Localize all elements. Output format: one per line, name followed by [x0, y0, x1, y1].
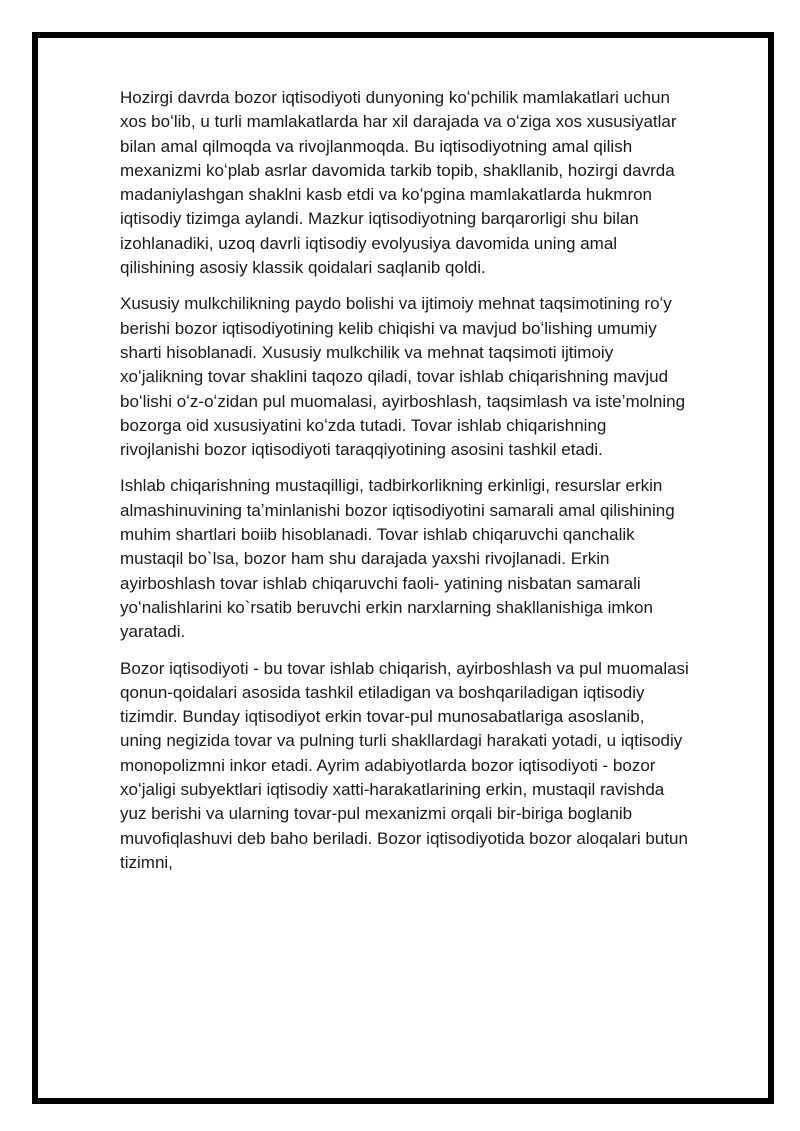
document-body — [120, 86, 690, 887]
paragraph-2: Xususiy mulkchilikning paydo bolishi va ijtimoiy mehnat taqsimotining roʻy berishi bozor iqtisodiyotining kelib chiqishi va mavjud boʻlishing umumiy sharti hisoblanadi. Xususiy mulkchilik va mehnat taqsimoti ijtimoiy xoʻjalikning tovar shaklini taqozo qiladi, tovar ishlab chiqarishning mavjud boʻlishi oʻz-oʻzidan pul muomalasi, ayirboshlash, taqsimlash va isteʼmolning bozorga oid xususiyatini koʻzda tutadi. Tovar ishlab chiqarishning rivojlanishi bozor iqtisodiyoti taraqqiyotining asosini tashkil etadi. — [120, 294, 686, 460]
paragraph-4: Bozor iqtisodiyoti - bu tovar ishlab chiqarish, ayirboshlash va pul muomalasi qonun-qoidalari asosida tashkil etiladigan va boshqariladigan iqtisodiy tizimdir. Bunday iqtisodiyot erkin tovar-pul munosabatlariga asoslanib, uning negizida tovar va pulning turli shakllardagi harakati yotadi, u iqtisodiy monopolizmni inkor etadi. Ayrim adabiyotlarda bozor iqtisodiyoti - bozor xoʻjaligi subyektlari iqtisodiy xatti-harakatlarining erkin, mustaqil ravishda yuz berishi va ularning tovar-pul mexanizmi orqali bir-biriga boglanib muvofiqlashuvi deb baho beriladi. Bozor iqtisodiyotida bozor aloqalari butun tizimni, — [120, 658, 689, 872]
paragraph-1: Hozirgi davrda bozor iqtisodiyoti dunyoning koʻpchilik mamlakatlari uchun xos boʻlib, u turli mamlakatlarda har xil darajada va oʻziga xos xususiyatlar bilan amal qilmoqda va rivojlanmoqda. Bu iqtisodiyotning amal qilish mexanizmi koʻplab asrlar davomida tarkib topib, shakllanib, hozirgi davrda madaniylashgan shaklni kasb etdi va koʻpgina mamlakatlarda hukmron iqtisodiy tizimga aylandi. Mazkur iqtisodiyotning barqarorligi shu bilan izohlanadiki, uzoq davrli iqtisodiy evolyusiya davomida uning amal qilishining asosiy klassik qoidalari saqlanib qoldi. — [120, 88, 677, 278]
page-border — [32, 32, 774, 1104]
paragraph-3: Ishlab chiqarishning mustaqilligi, tadbirkorlikning erkinligi, resurslar erkin almashinuvining taʼminlanishi bozor iqtisodiyotini samarali amal qilishining muhim shartlari boiib hisoblanadi. Tovar ishlab chiqaruvchi qanchalik mustaqil bo`lsa, bozor ham shu darajada yaxshi rivojlanadi. Erkin ayirboshlash tovar ishlab chiqaruvchi faoli- yatining nisbatan samarali yoʻnalishlarini ko`rsatib beruvchi erkin narxlarning shakllanishiga imkon yaratadi. — [120, 476, 675, 642]
